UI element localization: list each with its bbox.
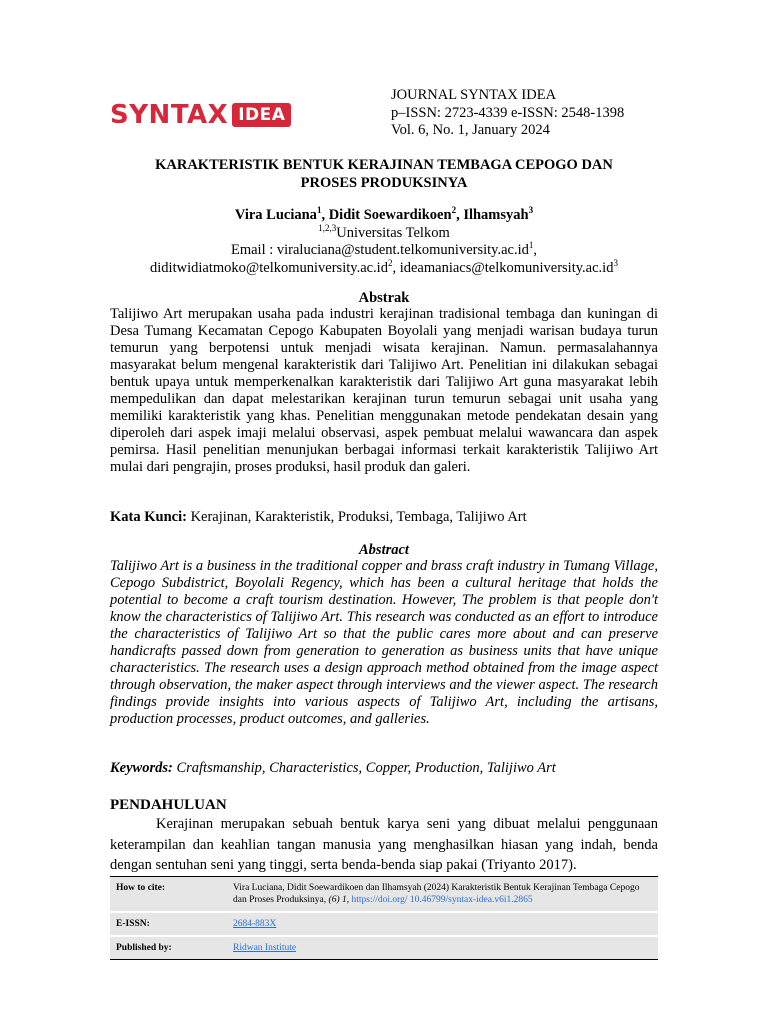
author-block [110, 207, 658, 277]
abstrak-heading: Abstrak [358, 290, 410, 306]
journal-issn: p–ISSN: 2723-4339 e-ISSN: 2548-1398 [391, 104, 625, 121]
email-1: viraluciana@student.telkomuniversity.ac.id [276, 242, 529, 258]
email-3-sup: 3 [613, 257, 618, 268]
how-to-cite-text: Vira Luciana, Didit Soewardikoen dan Ilhamsyah (2024) Karakteristik Bentuk Kerajinan Tembaga Cepogo dan Proses Produksinya, [233, 883, 640, 905]
author-3: Ilhamsyah [463, 207, 529, 223]
how-to-cite-value [225, 877, 658, 911]
citation-row-eissn [110, 913, 658, 937]
citation-row-published-by [110, 937, 658, 959]
keywords-text: Craftsmanship, Characteristics, Copper, Production, Talijiwo Art [172, 760, 556, 776]
author-1: Vira Luciana [234, 207, 317, 223]
logo-syntax-text: SYNTAX [110, 100, 229, 130]
affiliation-name: Universitas Telkom [336, 224, 450, 241]
abstract-heading: Abstract [359, 542, 409, 558]
author-3-sup: 3 [528, 205, 534, 216]
publisher-link[interactable]: Ridwan Institute [233, 943, 297, 953]
keywords-label: Keywords: [110, 760, 173, 776]
author-1-sup: 1 [316, 205, 322, 216]
citation-row-how-to-cite [110, 877, 658, 913]
author-2-sup: 2 [451, 205, 457, 216]
email-line-2: $diditwidiatmoko@telkomuniversity.ac.id^2$, $ideamaniacs@telkomuniversity.ac.id^3$ [150, 257, 618, 276]
author-2: Didit Soewardikoen [328, 207, 452, 223]
abstract-text: Talijiwo Art is a business in the traditional copper and brass craft industry in Tumang Village, Cepogo Subdistrict, Boyolali Regency, which has been a cultural heritage that holds the potential to become a craft tourism destination. However, The problem is that people don't know the characteristics of Talijiwo Art. This research was conducted as an effort to introduce the characteristics of Talijiwo Art so that the public cares more about and can preserve handicrafts passed down from generation to generation as business units that have unique characteristics. The research uses a design approach method obtained from the image aspect through observation, the maker aspect through interviews and the viewer aspect. The research findings provide insights into various aspects of Talijiwo Art, including the artisans, production processes, product outcomes, and galleries. [110, 558, 658, 727]
email-1-sup: 1 [528, 240, 534, 251]
published-by-value-cell [225, 937, 658, 959]
title-line-1: KARAKTERISTIK BENTUK KERAJINAN TEMBAGA CEPOGO DAN [155, 157, 613, 173]
affiliation [110, 222, 658, 243]
keywords [110, 760, 658, 777]
kata-kunci-text: Kerajinan, Karakteristik, Produksi, Tembaga, Talijiwo Art [186, 509, 527, 525]
affiliation-sup: 1,2,3 [318, 222, 337, 233]
how-to-cite-label: How to cite: [116, 883, 166, 893]
kata-kunci-label: Kata Kunci: [110, 509, 187, 525]
author-sep-2: , [456, 207, 464, 223]
journal-logo [110, 100, 291, 130]
email-prefix: Email : [230, 242, 277, 258]
author-names [110, 207, 658, 225]
title-line-2: PROSES PRODUKSINYA [300, 174, 468, 191]
how-to-cite-volume: (6) 1, [326, 895, 352, 905]
author-sep-1: , [321, 207, 329, 223]
published-by-label: Published by: [116, 943, 172, 953]
pendahuluan-body: Kerajinan merupakan sebuah bentuk karya seni yang dibuat melalui penggunaan keterampilan dan keahlian tangan manusia yang menghasilkan hiasan yang indah, benda dengan sentuhan seni yang tinggi, serta benda-benda siap pakai (Triyanto 2017). [110, 816, 658, 873]
kata-kunci [110, 509, 658, 526]
journal-volume: Vol. 6, No. 1, January 2024 [391, 122, 550, 138]
journal-name: JOURNAL SYNTAX IDEA [391, 87, 557, 103]
email-3: ideamaniacs@telkomuniversity.ac.id [399, 259, 614, 276]
pendahuluan-heading: PENDAHULUAN [110, 797, 227, 813]
eissn-value-cell [225, 913, 658, 935]
paper-title [110, 157, 658, 192]
journal-info [391, 87, 624, 140]
eissn-label: E-ISSN: [116, 919, 150, 929]
logo-idea-badge: IDEA [232, 103, 291, 127]
citation-table [110, 876, 658, 960]
email-2-sup: 2 [387, 257, 393, 268]
pendahuluan-text [110, 814, 658, 876]
doi-link[interactable]: https://doi.org/ 10.46799/syntax-idea.v6i1.2865 [351, 895, 533, 905]
eissn-link[interactable]: 2684-883X [233, 919, 277, 929]
email-line-1: Email : $viraluciana@student.telkomuniversity.ac.id^1$, [230, 240, 538, 258]
abstrak-text: Talijiwo Art merupakan usaha pada industri kerajinan tradisional tembaga dan kuningan di Desa Tumang Kecamatan Cepogo Kabupaten Boyolali yang menjadi warisan budaya turun temurun yang berpotensi untuk menjadi wisata kerajinan. Namun. permasalahannya masyarakat belum mengenal karakteristik dari Talijiwo Art. Penelitian ini dilakukan sebagai bentuk upaya untuk memperkenalkan karakteristik dari Talijiwo Art guna masyarakat lebih mempedulikan dan dapat melestarikan kerajinan turun temurun sebagai unit usaha yang memiliki karakteristik yang khas. Penelitian menggunakan metode pendekatan desain yang diperoleh dari aspek imaji melalui observasi, aspek pembuat melalui wawancara dan aspek pemirsa. Hasil penelitian menunjukan berbagai informasi terkait karakteristik Talijiwo Art mulai dari pengrajin, proses produksi, hasil produk dan galeri. [110, 306, 658, 475]
email-2: diditwidiatmoko@telkomuniversity.ac.id [150, 259, 388, 276]
